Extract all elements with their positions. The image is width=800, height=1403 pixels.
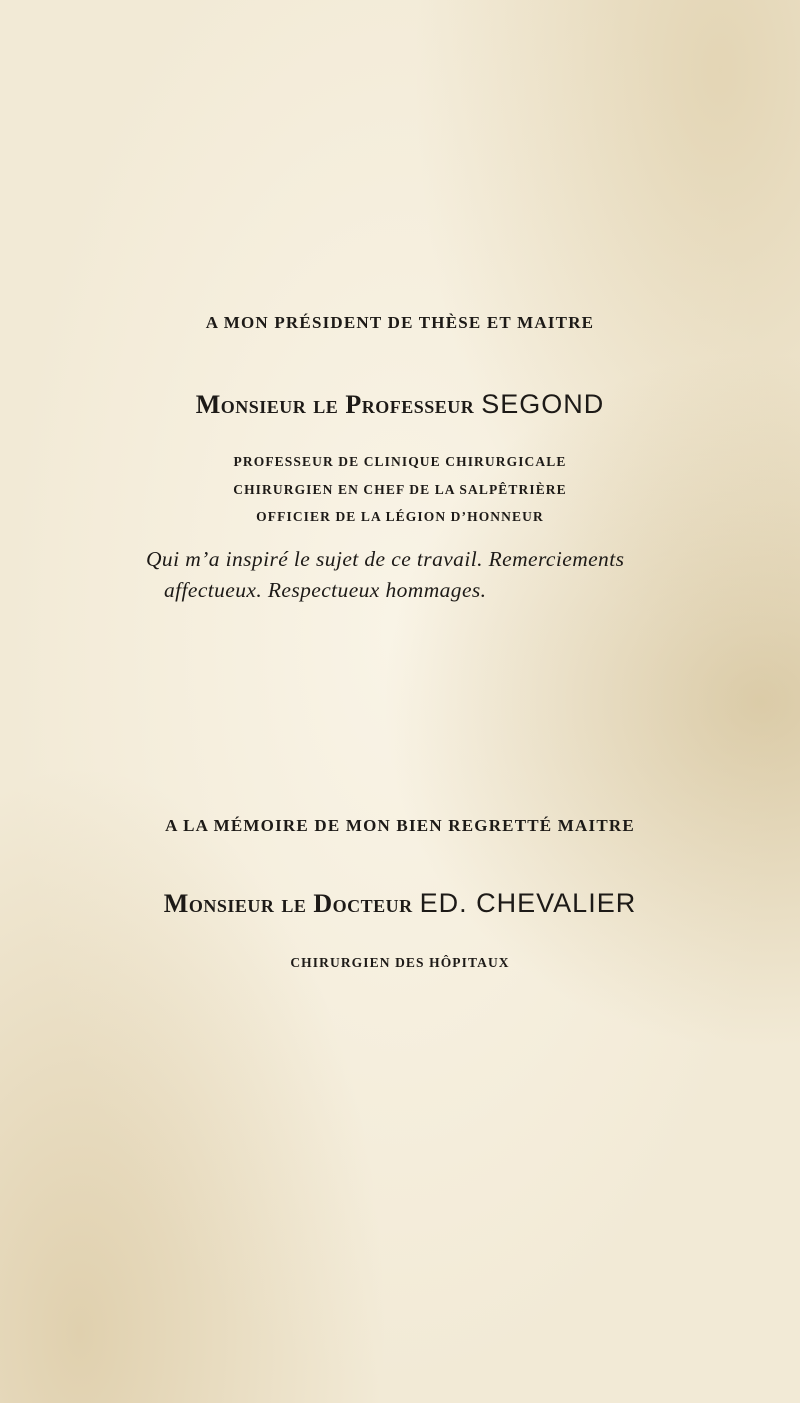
title-line: PROFESSEUR DE CLINIQUE CHIRURGICALE: [233, 454, 567, 469]
dedicatee-name-chevalier: [0, 888, 800, 919]
name-title-monsieur: Monsieur: [195, 390, 307, 419]
dedication-heading-president: A MON PRÉSIDENT DE THÈSE ET MAITRE: [205, 313, 595, 332]
message-line: affectueux. Respectueux hommages.: [164, 578, 487, 602]
name-article-le: le: [281, 889, 307, 918]
surname: ED. CHEVALIER: [419, 888, 637, 918]
dedication-message: [146, 544, 766, 606]
dedication-heading-memoire: A LA MÉMOIRE DE MON BIEN REGRETTÉ MAITRE: [165, 816, 635, 835]
surname: SEGOND: [481, 389, 605, 419]
message-line: Qui m’a inspiré le sujet de ce travail. Remerciements: [146, 547, 625, 571]
title-line: CHIRURGIEN EN CHEF DE LA SALPÊTRIÈRE: [233, 482, 567, 497]
title-line: OFFICIER DE LA LÉGION D’HONNEUR: [256, 509, 544, 524]
name-title-monsieur: Monsieur: [163, 889, 275, 918]
name-title-professeur: Professeur: [345, 390, 475, 419]
title-line: CHIRURGIEN DES HÔPITAUX: [290, 955, 510, 970]
name-title-docteur: Docteur: [313, 889, 413, 918]
dedicatee-name-segond: [0, 389, 800, 420]
name-article-le: le: [313, 390, 339, 419]
